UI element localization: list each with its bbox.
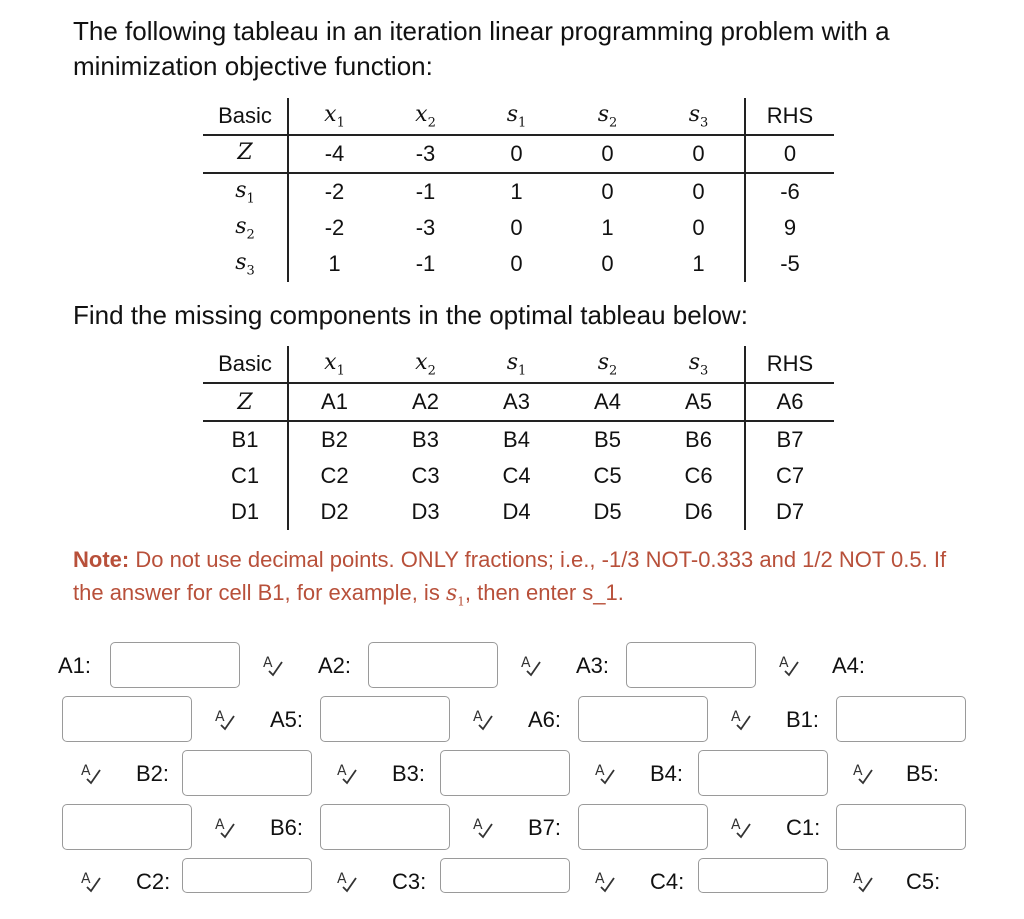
rhs-cell: -6 (745, 173, 834, 210)
spellcheck-icon[interactable] (80, 761, 102, 785)
answer-input[interactable] (578, 804, 708, 850)
answer-input[interactable] (320, 696, 450, 742)
svg-text:A: A (853, 763, 863, 779)
answer-label: C4: (650, 869, 685, 894)
basic-var-cell: Z (203, 383, 288, 421)
tableau-cell: D6 (684, 499, 713, 524)
tableau-cell: D5 (593, 499, 622, 524)
tableau-header (203, 346, 834, 383)
var-header: $x_2$ (380, 346, 471, 383)
svg-text:A: A (731, 709, 741, 725)
answer-input[interactable] (62, 804, 192, 850)
answer-label: B6: (270, 815, 304, 840)
tableau-cell: 0 (510, 251, 523, 276)
answer-input[interactable] (440, 750, 570, 796)
answer-label: B1: (786, 707, 820, 732)
spellcheck-icon[interactable] (262, 653, 284, 677)
answer-label: C5: (906, 869, 941, 894)
var-header: $s_2$ (562, 346, 653, 383)
tableau-cell: A1 (288, 383, 380, 421)
rhs-cell: -5 (745, 246, 834, 282)
answer-label: A1: (58, 653, 92, 678)
spellcheck-icon[interactable] (594, 761, 616, 785)
tableau-cell: B4 (503, 427, 530, 452)
svg-text:A: A (595, 763, 605, 779)
tableau-cell: C2 (320, 463, 349, 488)
tableau-row (203, 458, 834, 494)
svg-text:A: A (215, 817, 225, 833)
rhs-cell: 9 (745, 210, 834, 246)
tableau-cell: 1 (601, 215, 614, 240)
spellcheck-icon[interactable] (730, 707, 752, 731)
answer-input[interactable] (320, 804, 450, 850)
tableau-row (203, 421, 834, 458)
svg-text:A: A (473, 709, 483, 725)
tableau-cell: A3 (471, 383, 562, 421)
tableau-cell: -4 (288, 135, 380, 173)
svg-text:A: A (337, 763, 347, 779)
answer-input[interactable] (836, 804, 966, 850)
tableau-cell: 0 (471, 135, 562, 173)
tableau-row (203, 210, 834, 246)
var-header: $s_3$ (653, 98, 745, 135)
answer-input[interactable] (578, 696, 708, 742)
svg-text:A: A (853, 871, 863, 887)
note-text: Note: Do not use decimal points. ONLY fractions; i.e., -1/3 NOT-0.333 and 1/2 NOT 0.5. If the answer for cell B1, for example, is $s_1$, then enter s_1. (73, 547, 947, 609)
tableau-cell: -2 (324, 215, 345, 240)
tableau-cell: C3 (411, 463, 440, 488)
var-header: $x_1$ (288, 346, 380, 383)
tableau-cell: B3 (412, 427, 439, 452)
tableau-cell: 0 (601, 251, 614, 276)
find-text: Find the missing components in the optimal tableau below: (73, 300, 748, 330)
basic-var-cell: C1 (203, 458, 288, 494)
spellcheck-icon[interactable] (214, 815, 236, 839)
tableau-cell: D4 (502, 499, 531, 524)
initial-tableau (203, 98, 834, 282)
spellcheck-icon[interactable] (594, 869, 616, 893)
var-header: $x_1$ (288, 98, 380, 135)
answer-label: B7: (528, 815, 562, 840)
answer-label: A3: (576, 653, 610, 678)
tableau-cell: 0 (510, 215, 523, 240)
spellcheck-icon[interactable] (336, 761, 358, 785)
svg-text:A: A (263, 655, 273, 671)
spellcheck-icon[interactable] (852, 761, 874, 785)
tableau-cell: C4 (502, 463, 531, 488)
basic-var-cell: $s_2$ (203, 210, 288, 246)
spellcheck-icon[interactable] (80, 869, 102, 893)
tableau-cell: 0 (601, 179, 614, 204)
tableau-cell: 0 (692, 179, 705, 204)
tableau-cell: 1 (510, 179, 523, 204)
svg-text:A: A (521, 655, 531, 671)
tableau-header (203, 98, 834, 135)
tableau-cell: D2 (320, 499, 349, 524)
answer-input[interactable] (698, 750, 828, 796)
basic-var-cell: Z (203, 135, 288, 173)
tableau-cell: -2 (324, 179, 345, 204)
rhs-header: RHS (745, 346, 834, 383)
answer-label: A5: (270, 707, 304, 732)
tableau-cell: C6 (684, 463, 713, 488)
answer-input[interactable] (440, 858, 570, 893)
answer-input[interactable] (182, 858, 312, 893)
answer-label: C2: (136, 869, 171, 894)
var-header: $s_1$ (471, 346, 562, 383)
svg-text:A: A (731, 817, 741, 833)
answer-input[interactable] (110, 642, 240, 688)
tableau-row (203, 173, 834, 210)
var-header: $s_2$ (562, 98, 653, 135)
optimal-tableau (203, 346, 834, 530)
spellcheck-icon[interactable] (730, 815, 752, 839)
basic-var-cell: B1 (203, 421, 288, 458)
svg-text:A: A (473, 817, 483, 833)
rhs-cell: A6 (745, 383, 834, 421)
tableau-cell: -3 (380, 135, 471, 173)
svg-text:A: A (81, 763, 91, 779)
basic-var-cell: D1 (203, 494, 288, 530)
tableau-cell: 0 (562, 135, 653, 173)
answer-label: B5: (906, 761, 940, 786)
spellcheck-icon[interactable] (778, 653, 800, 677)
tableau-cell: 0 (692, 215, 705, 240)
svg-text:A: A (337, 871, 347, 887)
svg-text:A: A (595, 871, 605, 887)
answer-input[interactable] (626, 642, 756, 688)
answer-label: C3: (392, 869, 427, 894)
answer-label: A4: (832, 653, 866, 678)
tableau-row (203, 135, 834, 173)
spellcheck-icon[interactable] (214, 707, 236, 731)
spellcheck-icon[interactable] (472, 815, 494, 839)
svg-text:A: A (215, 709, 225, 725)
rhs-header: RHS (745, 98, 834, 135)
basic-header: Basic (203, 98, 288, 135)
tableau-cell: -3 (415, 215, 436, 240)
intro-text: The following tableau in an iteration linear programming problem with a minimization objective function: (73, 16, 890, 81)
tableau-row (203, 494, 834, 530)
var-header: $s_1$ (471, 98, 562, 135)
tableau-cell: C5 (593, 463, 622, 488)
answer-label: B3: (392, 761, 426, 786)
answer-input[interactable] (62, 696, 192, 742)
var-header: $s_3$ (653, 346, 745, 383)
tableau-cell: D3 (411, 499, 440, 524)
tableau-cell: -1 (415, 251, 436, 276)
rhs-cell: C7 (745, 458, 834, 494)
tableau-row (203, 246, 834, 282)
basic-var-cell: $s_3$ (203, 246, 288, 282)
tableau-cell: A2 (380, 383, 471, 421)
answer-input[interactable] (182, 750, 312, 796)
var-header: $x_2$ (380, 98, 471, 135)
svg-text:A: A (779, 655, 789, 671)
tableau-row (203, 383, 834, 421)
tableau-cell: B6 (685, 427, 712, 452)
answer-input[interactable] (698, 858, 828, 893)
tableau-cell: A5 (653, 383, 745, 421)
tableau-cell: -1 (415, 179, 436, 204)
answer-label: B4: (650, 761, 684, 786)
answer-label: C1: (786, 815, 821, 840)
tableau-cell: 1 (328, 251, 341, 276)
tableau-cell: 0 (653, 135, 745, 173)
rhs-cell: 0 (745, 135, 834, 173)
rhs-cell: B7 (745, 421, 834, 458)
answer-label: A6: (528, 707, 562, 732)
tableau-cell: B5 (594, 427, 621, 452)
answer-label: B2: (136, 761, 170, 786)
answer-input[interactable] (368, 642, 498, 688)
svg-text:A: A (81, 871, 91, 887)
tableau-cell: A4 (562, 383, 653, 421)
rhs-cell: D7 (745, 494, 834, 530)
tableau-cell: B2 (321, 427, 348, 452)
spellcheck-icon[interactable] (336, 869, 358, 893)
spellcheck-icon[interactable] (520, 653, 542, 677)
spellcheck-icon[interactable] (472, 707, 494, 731)
tableau-cell: 1 (692, 251, 705, 276)
spellcheck-icon[interactable] (852, 869, 874, 893)
basic-var-cell: $s_1$ (203, 173, 288, 210)
answer-input[interactable] (836, 696, 966, 742)
basic-header: Basic (203, 346, 288, 383)
answer-label: A2: (318, 653, 352, 678)
